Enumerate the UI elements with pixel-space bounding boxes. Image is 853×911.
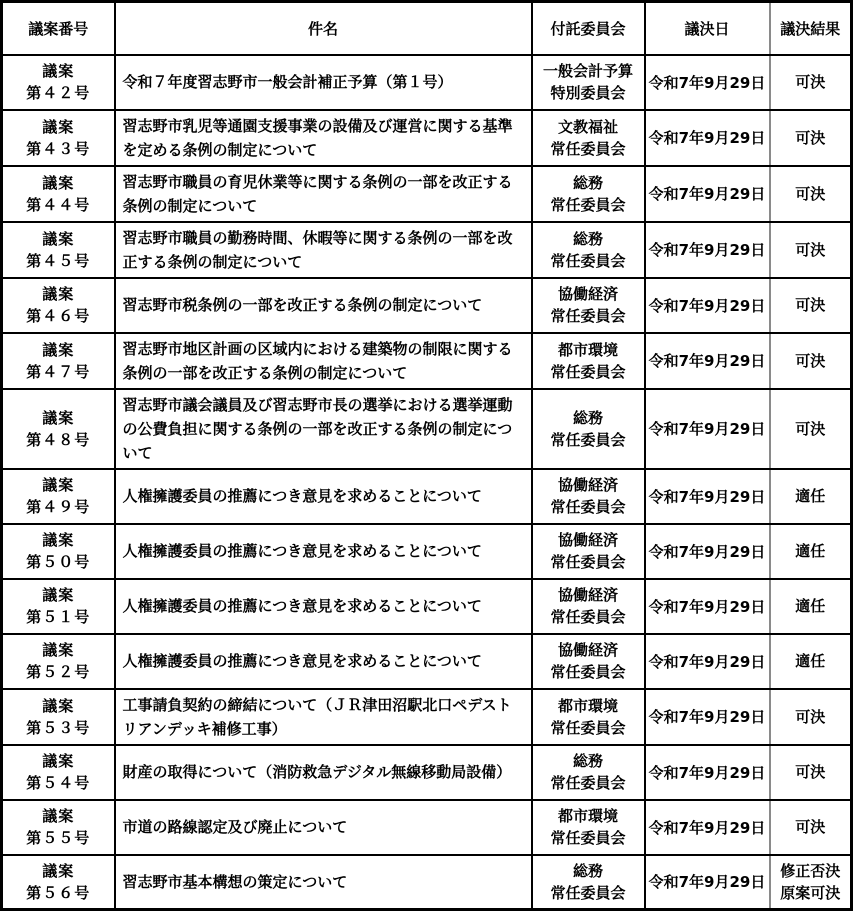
bill-title-text: 財産の取得について（消防救急デジタル無線移動局設備） [122,763,512,781]
bill-title-text: 習志野市職員の勤務時間、休暇等に関する条例の一部を改正する条例の制定について [122,228,513,271]
cell-decision-date [645,579,770,634]
cell-committee [532,524,645,579]
cell-committee [532,333,645,389]
cell-decision-date [645,634,770,689]
committee-line2: 常任委員会 [550,362,626,381]
table-body [2,55,852,910]
bill-number-line1: 議案 [42,696,75,715]
committee-line2: 常任委員会 [550,430,626,449]
bill-title-text: 習志野市地区計画の区域内における建築物の制限に関する条例の一部を改正する条例の制定について [122,339,513,382]
committee-line2: 常任委員会 [550,553,626,571]
bill-number-line2: 第５３号 [26,718,91,737]
bill-number-line2: 第４９号 [26,498,91,516]
decision-date-text: 令和7年9月29日 [648,597,766,616]
cell-decision-result [770,469,852,524]
decision-date-text: 令和7年9月29日 [648,818,766,837]
committee-line2: 常任委員会 [550,829,626,847]
decision-result-line1: 可決 [795,419,826,438]
cell-bill-number [2,278,115,333]
decision-date-text: 令和7年9月29日 [648,185,766,203]
table-row [2,524,852,579]
table-row [2,800,852,855]
bill-number-line1: 議案 [42,807,75,825]
bill-title-text: 習志野市職員の育児休業等に関する条例の一部を改正する条例の制定について [122,172,513,215]
bill-title-text: 人権擁護委員の推薦につき意見を求めることについて [122,597,482,615]
header-decision-date: 議決日 [645,2,770,55]
cell-bill-title [115,689,532,745]
bill-number-line2: 第４７号 [26,362,91,381]
cell-decision-result [770,689,852,745]
committee-line1: 都市環境 [557,340,618,359]
cell-bill-number [2,634,115,689]
bill-number-line1: 議案 [42,285,75,303]
table-row [2,579,852,634]
committee-line2: 常任委員会 [550,608,626,626]
table-row [2,689,852,745]
decision-result-line2: 原案可決 [780,883,841,902]
cell-committee [532,278,645,333]
decision-date-text: 令和7年9月29日 [648,241,766,259]
decision-result-line1: 可決 [795,818,826,836]
bill-number-line1: 議案 [42,173,75,192]
bill-title-text: 市道の路線認定及び廃止について [122,818,348,836]
bill-title-text: 人権擁護委員の推薦につき意見を求めることについて [122,487,482,505]
committee-line1: 総務 [572,408,603,427]
header-decision-result: 議決結果 [770,2,852,55]
header-bill-number: 議案番号 [2,2,115,55]
cell-decision-date [645,524,770,579]
decision-result-line1: 修正否決 [780,861,841,880]
bill-title-text: 習志野市乳児等通園支援事業の設備及び運営に関する基準を定める条例の制定について [122,116,513,159]
committee-line2: 常任委員会 [550,883,626,902]
cell-committee [532,800,645,855]
cell-committee [532,855,645,910]
committee-line1: 総務 [572,861,603,880]
bill-title-text: 習志野市基本構想の策定について [122,872,348,891]
cell-bill-number [2,333,115,389]
cell-committee [532,689,645,745]
cell-decision-result [770,110,852,166]
cell-bill-title [115,389,532,469]
bill-number-line2: 第４５号 [26,251,91,270]
bill-title-text: 工事請負契約の締結について（ＪＲ津田沼駅北口ペデストリアンデッキ補修工事） [122,695,512,738]
cell-bill-title [115,55,532,110]
decision-date-text: 令和7年9月29日 [648,296,766,315]
cell-decision-result [770,55,852,110]
bill-title-text: 令和７年度習志野市一般会計補正予算（第１号） [122,73,453,91]
committee-line2: 常任委員会 [550,718,626,737]
cell-decision-result [770,222,852,278]
committee-line1: 都市環境 [557,807,618,825]
cell-decision-date [645,222,770,278]
committee-line2: 常任委員会 [550,195,626,214]
cell-decision-date [645,55,770,110]
committee-line1: 協働経済 [557,285,618,303]
committee-line2: 常任委員会 [550,307,626,325]
bill-number-line1: 議案 [42,62,75,80]
table-row [2,278,852,333]
decision-result-line1: 可決 [795,73,826,91]
bill-number-line1: 議案 [42,641,75,659]
committee-line1: 総務 [572,752,603,770]
bill-number-line2: 第５４号 [26,774,91,792]
cell-bill-number [2,55,115,110]
bill-number-line1: 議案 [42,586,75,604]
cell-bill-number [2,166,115,222]
cell-bill-number [2,579,115,634]
decision-date-text: 令和7年9月29日 [648,487,766,506]
bill-number-line2: 第４６号 [26,307,91,325]
table-row [2,222,852,278]
bill-number-line1: 議案 [42,861,75,880]
bill-number-line1: 議案 [42,340,75,359]
decision-result-line1: 可決 [795,296,826,314]
bill-number-line1: 議案 [42,117,75,136]
table-row [2,110,852,166]
cell-decision-result [770,524,852,579]
committee-line1: 総務 [572,173,603,192]
bill-title-text: 人権擁護委員の推薦につき意見を求めることについて [122,652,482,670]
committee-line1: 協働経済 [557,476,618,494]
cell-decision-result [770,855,852,910]
cell-decision-result [770,278,852,333]
cell-committee [532,222,645,278]
cell-decision-date [645,855,770,910]
header-row [2,2,852,55]
bill-number-line2: 第５２号 [26,663,91,681]
decision-result-line1: 可決 [795,184,826,203]
bill-number-line1: 議案 [42,229,75,248]
committee-line1: 文教福祉 [557,117,618,136]
cell-bill-number [2,110,115,166]
cell-decision-date [645,800,770,855]
cell-bill-title [115,634,532,689]
cell-bill-number [2,222,115,278]
cell-bill-title [115,278,532,333]
decision-date-text: 令和7年9月29日 [648,352,766,370]
decision-date-text: 令和7年9月29日 [648,873,766,892]
decision-date-text: 令和7年9月29日 [648,763,766,782]
decision-date-text: 令和7年9月29日 [648,542,766,561]
committee-line1: 協働経済 [557,641,618,659]
cell-decision-date [645,166,770,222]
bill-number-line2: 第４２号 [26,84,91,102]
cell-bill-number [2,800,115,855]
cell-decision-date [645,389,770,469]
decision-result-line1: 可決 [795,763,826,781]
committee-line1: 都市環境 [557,696,618,715]
cell-committee [532,166,645,222]
header-title: 件名 [115,2,532,55]
committee-line2: 常任委員会 [550,139,626,158]
cell-decision-date [645,745,770,800]
bill-number-line2: 第５６号 [26,883,91,902]
decision-date-text: 令和7年9月29日 [648,652,766,671]
cell-committee [532,745,645,800]
decision-result-line1: 可決 [795,240,826,259]
cell-committee [532,579,645,634]
decision-result-line1: 可決 [795,351,826,370]
cell-bill-number [2,855,115,910]
cell-decision-result [770,800,852,855]
bill-number-line1: 議案 [42,531,75,549]
cell-bill-title [115,469,532,524]
committee-line1: 一般会計予算 [542,62,633,80]
cell-committee [532,55,645,110]
header-committee: 付託委員会 [532,2,645,55]
cell-committee [532,634,645,689]
cell-decision-result [770,333,852,389]
table-row [2,55,852,110]
cell-decision-date [645,278,770,333]
committee-line2: 常任委員会 [550,663,626,681]
committee-line2: 常任委員会 [550,251,626,270]
table-row [2,166,852,222]
table-row [2,745,852,800]
table-row [2,855,852,910]
committee-line2: 特別委員会 [550,84,626,102]
cell-bill-number [2,469,115,524]
bill-number-line2: 第４３号 [26,139,91,158]
cell-bill-title [115,524,532,579]
decision-date-text: 令和7年9月29日 [648,73,766,92]
cell-committee [532,110,645,166]
committee-line1: 協働経済 [557,531,618,549]
table-row [2,634,852,689]
cell-decision-result [770,389,852,469]
bill-number-line1: 議案 [42,408,75,427]
committee-line1: 総務 [572,229,603,248]
bill-number-line2: 第５１号 [26,608,91,626]
bill-number-line2: 第５０号 [26,553,91,571]
cell-bill-title [115,579,532,634]
cell-decision-date [645,333,770,389]
committee-line2: 常任委員会 [550,774,626,792]
bill-number-line1: 議案 [42,752,75,770]
cell-decision-result [770,745,852,800]
cell-bill-number [2,389,115,469]
decision-result-line1: 適任 [795,652,826,670]
bill-number-line2: 第４４号 [26,195,91,214]
decision-date-text: 令和7年9月29日 [648,708,766,726]
decision-date-text: 令和7年9月29日 [648,420,766,438]
cell-decision-date [645,110,770,166]
bill-number-line2: 第５５号 [26,829,91,847]
bill-number-line2: 第４８号 [26,430,91,449]
cell-bill-number [2,524,115,579]
bill-title-text: 習志野市税条例の一部を改正する条例の制定について [122,296,483,314]
cell-bill-title [115,745,532,800]
decision-date-text: 令和7年9月29日 [648,129,766,147]
cell-bill-title [115,333,532,389]
committee-line1: 協働経済 [557,586,618,604]
cell-bill-number [2,745,115,800]
decision-result-line1: 適任 [795,542,826,560]
decision-result-line1: 適任 [795,597,826,615]
bill-title-text: 習志野市議会議員及び習志野市長の選挙における選挙運動の公費負担に関する条例の一部を改正する条例の制定について [122,395,513,462]
cell-decision-result [770,166,852,222]
bill-number-line1: 議案 [42,476,75,494]
cell-decision-date [645,689,770,745]
cell-decision-result [770,579,852,634]
decision-result-line1: 可決 [795,707,826,726]
cell-committee [532,469,645,524]
table-row [2,333,852,389]
table-row [2,389,852,469]
cell-bill-title [115,110,532,166]
cell-decision-result [770,634,852,689]
cell-bill-number [2,689,115,745]
table-row [2,469,852,524]
cell-decision-date [645,469,770,524]
decision-result-line1: 可決 [795,128,826,147]
cell-bill-title [115,855,532,910]
bill-title-text: 人権擁護委員の推薦につき意見を求めることについて [122,542,482,560]
committee-line2: 常任委員会 [550,498,626,516]
cell-committee [532,389,645,469]
decision-result-line1: 適任 [795,487,826,505]
cell-bill-title [115,222,532,278]
cell-bill-title [115,166,532,222]
cell-bill-title [115,800,532,855]
